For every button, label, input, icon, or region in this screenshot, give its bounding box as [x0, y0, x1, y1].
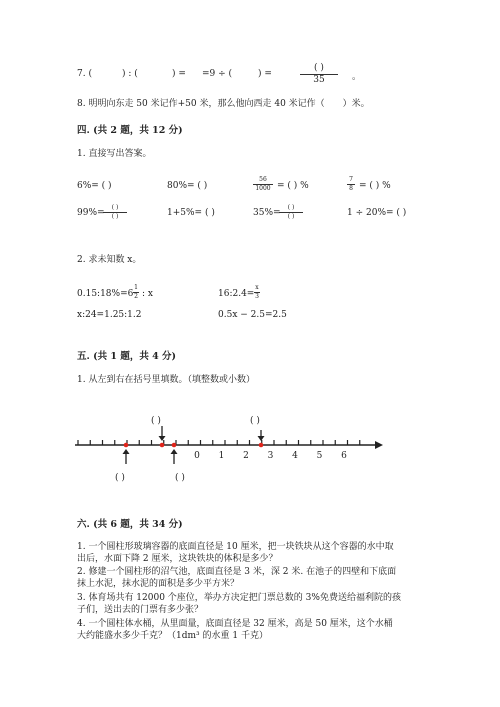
q7-div9: =9 ÷ ( [202, 69, 233, 79]
eq-2-den: 3 [255, 293, 259, 300]
number-line-tick-labels [194, 451, 347, 461]
up-arrow-1-head [123, 449, 130, 454]
blank-paren-4: ( ) [175, 473, 185, 483]
number-line-tick-label: 2 [243, 451, 249, 461]
q7-prefix: 7. ( [77, 69, 92, 79]
section-5-sub1: 1. 从左到右在括号里填数。（填整数或小数） [77, 375, 255, 385]
calc-r1c4-rest: = ( ) % [359, 181, 391, 191]
calc-r1c4-fraction [347, 177, 355, 192]
eq-1-num: 1 [134, 284, 138, 291]
section-5-title: 五. (共 1 题，共 4 分) [77, 351, 177, 362]
question-8: 8. 明明向东走 50 米记作+50 米，那么他向西走 40 米记作（ ）米。 [77, 99, 370, 109]
section-4-sub2: 2. 求未知数 x。 [77, 255, 142, 265]
q7-frac-den: 35 [313, 75, 325, 85]
red-point-4 [259, 443, 264, 448]
down-arrow-2-head [258, 436, 265, 441]
section-6-line: 3. 体育场共有 12000 个座位，举办方决定把门票总数的 3%免费送给福利院的孩 [77, 593, 401, 603]
eq-3: x:24=1.25:1.2 [77, 310, 142, 320]
q7-eq1: ) = [172, 69, 186, 79]
calc-r2c3-fraction [279, 205, 303, 220]
number-line-tick-label: 6 [341, 451, 347, 461]
section-6-line: 1. 一个圆柱形玻璃容器的底面直径是 10 厘米，把一块铁块从这个容器的水中取 [77, 542, 394, 552]
eq-1-fraction [133, 285, 139, 300]
section-6-line: 大约能盛水多少千克？（1dm³ 的水重 1 千克） [77, 631, 268, 641]
section-6-line: 子们，送出去的门票有多少张？ [77, 605, 204, 615]
calc-r1c3-den: 1000 [255, 185, 271, 192]
section-4-sub1: 1. 直接写出答案。 [77, 149, 152, 159]
red-point-3 [172, 443, 177, 448]
eq-2-num: x [255, 284, 259, 291]
eq-1-lead: 0.15:18%=6 [77, 289, 134, 299]
section-6-line: 4. 一个圆柱体水桶，从里面量，底面直径是 32 厘米，高是 50 厘米，这个水桶 [77, 619, 393, 629]
number-line-tick-label: 3 [267, 451, 274, 461]
eq-2-lead: 16:2.4= [218, 289, 255, 299]
number-line-arrowhead [375, 441, 383, 449]
calc-r1c4-num: 7 [349, 176, 353, 183]
calc-r1c2: 80%= ( ) [167, 181, 208, 191]
section-6-line: 抹上水泥，抹水泥的面积是多少平方米？ [77, 579, 240, 589]
calc-r2c1-den: ( ) [111, 213, 119, 220]
eq-1-den: 2 [134, 293, 138, 300]
number-line-tick-label: 4 [292, 451, 298, 461]
red-point-1 [124, 443, 129, 448]
calc-r2c3-num: ( ) [287, 204, 295, 211]
number-line-tick-label: 5 [316, 451, 323, 461]
calc-r1c3-rest: = ( ) % [277, 181, 309, 191]
calc-r2c3-lead: 35%= [253, 208, 281, 218]
calc-r1c1: 6%= ( ) [77, 181, 112, 191]
calc-r2c1-lead: 99%= [77, 208, 105, 218]
q7-eq2: ) = [258, 69, 272, 79]
blank-paren-2: ( ) [250, 416, 260, 426]
eq-1-tail: : x [142, 289, 153, 299]
q7-colon: ) : ( [122, 69, 138, 79]
q7-fraction [300, 64, 338, 85]
section-6-line: 2. 修建一个圆柱形的沼气池，底面直径是 3 米，深 2 米. 在池子的四壁和下底面 [77, 567, 397, 577]
number-line-tick-label: 1 [218, 451, 225, 461]
calc-r2c4: 1 ÷ 20%= ( ) [347, 208, 407, 218]
section-4-title: 四. (共 2 题，共 12 分) [77, 125, 183, 136]
red-point-2 [160, 443, 165, 448]
blank-paren-1: ( ) [151, 416, 161, 426]
section-6-line: 出后，水面下降 2 厘米，这块铁块的体积是多少？ [77, 554, 278, 564]
number-line-tick-label: 0 [194, 451, 200, 461]
calc-r1c4-den: 8 [349, 185, 353, 192]
blank-paren-3: ( ) [115, 473, 125, 483]
section-6-title: 六. (共 6 题，共 34 分) [77, 519, 183, 530]
calc-r2c3-den: ( ) [287, 213, 295, 220]
up-arrow-2-head [171, 449, 178, 454]
calc-r2c1-fraction [103, 205, 127, 220]
calc-r2c2: 1+5%= ( ) [167, 208, 215, 218]
q7-dot: 。 [352, 72, 362, 82]
eq-4: 0.5x − 2.5=2.5 [218, 310, 287, 320]
number-line-figure [70, 408, 390, 488]
down-arrow-1-head [159, 436, 166, 441]
eq-2-fraction [254, 285, 260, 300]
q7-frac-num: ( ) [314, 63, 324, 73]
calc-r2c1-num: ( ) [111, 204, 119, 211]
calc-r1c3-num: 56 [259, 176, 267, 183]
calc-r1c3-fraction [253, 177, 273, 192]
